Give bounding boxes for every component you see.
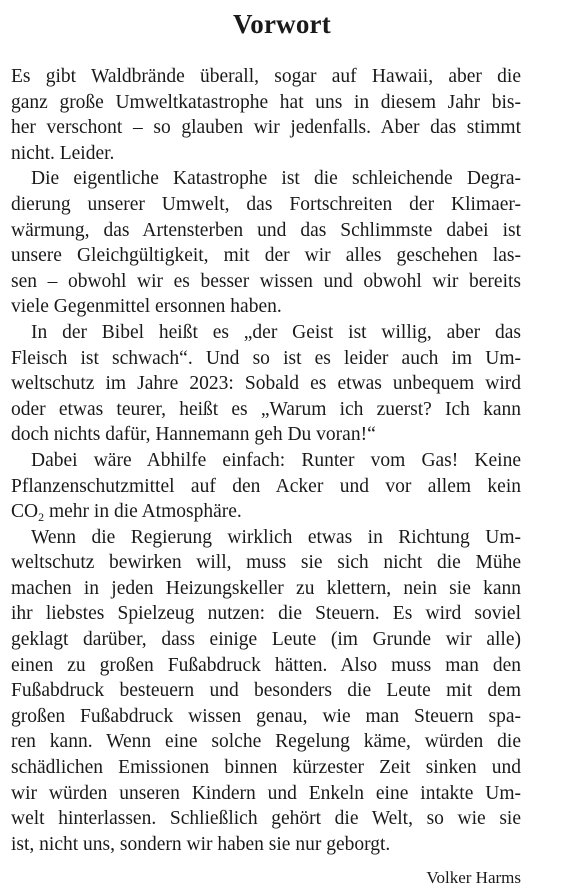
text-line: großen Fußabdruck wissen genau, wie man Steuern spa- <box>11 705 521 727</box>
text-line: sen – obwohl wir es besser wissen und obwohl wir bereits <box>11 270 521 292</box>
text-line: weltschutz im Jahre 2023: Sobald es etwas unbequem wird <box>11 373 521 395</box>
text-line: unsere Gleichgültigkeit, mit der wir alles geschehen las- <box>11 245 521 267</box>
text-line: viele Gegenmittel ersonnen haben. <box>11 296 282 318</box>
text-line: geklagt darüber, dass einige Leute (im Grunde wir alle) <box>11 629 521 651</box>
text-line: In der Bibel heißt es „der Geist ist willig, aber das <box>31 321 521 343</box>
text-line: machen in jeden Heizungskeller zu klettern, nein sie kann <box>11 577 521 599</box>
text-line: schädlichen Emissionen binnen kürzester Zeit sinken und <box>11 757 521 779</box>
paragraph-4 <box>11 448 521 525</box>
text-line: weltschutz bewirken will, muss sie sich nicht die Mühe <box>11 552 521 574</box>
author-signature: Volker Harms <box>426 868 521 887</box>
text-line: ganz große Umweltkatastrophe hat uns in diesem Jahr bis- <box>11 91 521 113</box>
text-line: ist, nicht uns, sondern wir haben sie nur geborgt. <box>11 833 391 855</box>
text-line: Es gibt Waldbrände überall, sogar auf Hawaii, aber die <box>11 66 521 87</box>
text-line: wir würden unseren Kindern und Enkeln eine intakte Um- <box>11 782 521 804</box>
text-line: nicht. Leider. <box>11 142 115 164</box>
text-line: her verschont – so glauben wir jedenfalls. Aber das stimmt <box>11 117 521 139</box>
co2-text: CO <box>11 501 39 523</box>
co2-line-suffix: mehr in die Atmosphäre. <box>44 501 242 523</box>
paragraph-1 <box>11 64 521 166</box>
text-line: Fleisch ist schwach“. Und so ist es leider auch im Um- <box>11 347 521 369</box>
text-line: Die eigentliche Katastrophe ist die schleichende Degra- <box>31 168 521 190</box>
co2-subscript: 2 <box>38 510 45 525</box>
text-line: wärmung, das Artensterben und das Schlimmste dabei ist <box>11 219 521 241</box>
text-line: dierung unserer Umwelt, das Fortschreiten der Klimaer- <box>11 193 521 215</box>
text-line: welt hinterlassen. Schließlich gehört die Welt, so wie sie <box>11 808 521 830</box>
text-line: oder etwas teurer, heißt es „Warum ich zuerst? Ich kann <box>11 398 521 420</box>
text-line: Dabei wäre Abhilfe einfach: Runter vom Gas! Keine <box>31 449 521 471</box>
text-line: einen zu großen Fußabdruck hätten. Also muss man den <box>11 654 521 676</box>
paragraph-2 <box>11 166 521 320</box>
co2-line <box>11 499 521 525</box>
text-line: ihr liebstes Spielzeug nutzen: die Steuern. Es wird soviel <box>11 603 521 625</box>
page-title: Vorwort <box>233 9 331 39</box>
paragraph-5 <box>11 525 521 858</box>
text-line: Wenn die Regierung wirklich etwas in Richtung Um- <box>31 526 521 548</box>
paragraph-3 <box>11 320 521 448</box>
body-text <box>11 64 521 857</box>
text-line: ren kann. Wenn eine solche Regelung käme, würden die <box>11 731 521 753</box>
text-line: Pflanzenschutzmittel auf den Acker und vor allem kein <box>11 475 521 497</box>
text-line: doch nichts dafür, Hannemann geh Du voran!“ <box>11 424 376 446</box>
text-line: Fußabdruck besteuern und besonders die Leute mit dem <box>11 680 521 702</box>
